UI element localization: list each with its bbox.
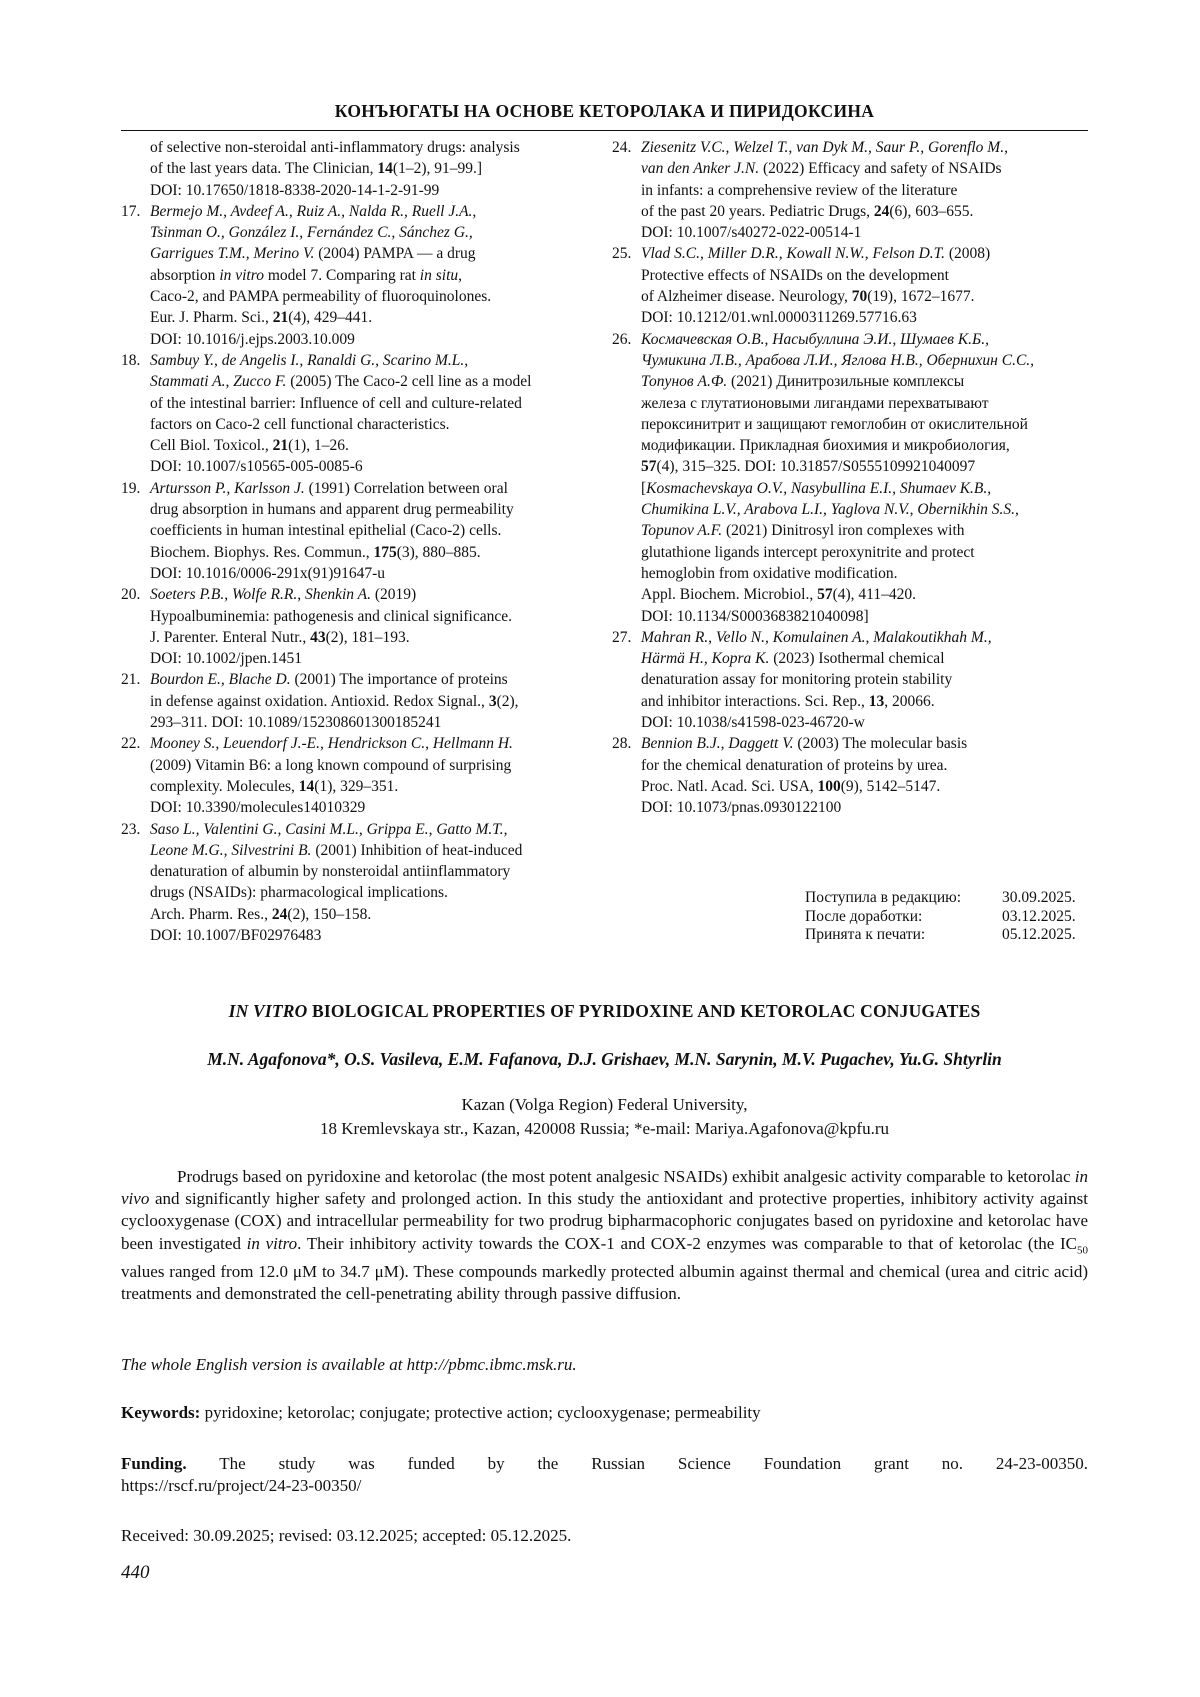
references-left-column [121, 137, 608, 946]
affiliation: Kazan (Volga Region) Federal University, 18 Kremlevskaya str., Kazan, 420008 Russia; *e-mail: Mariya.Agafonova@kpfu.ru [320, 1095, 889, 1138]
funding-link[interactable]: https://rscf.ru/project/24-23-00350/ [121, 1476, 362, 1495]
reference-20: 20. Soeters P.B., Wolfe R.R., Shenkin A. (2019) Hypoalbuminemia: pathogenesis and clinical significance. J. Parenter. Enteral Nutr., 43(2), 181–193. DOI: 10.1002/jpen.1451 [121, 586, 512, 668]
references-right-column [612, 137, 1098, 819]
abstract: Prodrugs based on pyridoxine and ketorolac (the most potent analgesic NSAIDs) exhibit analgesic activity comparable to ketorolac in vivo and significantly higher safety and prolonged action. In this study the antioxidant and protective properties, inhibitory activity against cyclooxygenase (COX) and intracellular permeability for two prodrug bipharmacophoric conjugates based on pyridoxine and ketorolac have been investigated in vitro. Their inhibitory activity towards the COX-1 and COX-2 enzymes was comparable to that of ketorolac (the $IC_{50}$ values ranged from 12.0 μM to 34.7 μM). These compounds markedly protected albumin against thermal and chemical (urea and citric acid) treatments and demonstrated the cell-penetrating ability through passive diffusion. [121, 1167, 1088, 1304]
reference-23: 23. Saso L., Valentini G., Casini M.L., Grippa E., Gatto M.T., Leone M.G., Silvestrini B. (2001) Inhibition of heat-induced denaturation of albumin by nonsteroidal antiinflammatory drugs (NSAIDs): pharmacological implications. Arch. Pharm. Res., 24(2), 150–158. DOI: 10.1007/BF02976483 [121, 820, 523, 944]
reference-16-continuation: of selective non-steroidal anti-inflammatory drugs: analysis of the last years data. The Clinician, 14(1–2), 91–99.] DOI: 10.17650/1818-8338-2020-14-1-2-91-99 [121, 137, 608, 201]
reference-22: 22. Mooney S., Leuendorf J.-E., Hendrickson C., Hellmann H. (2009) Vitamin B6: a long known compound of surprising complexity. Molecules, 14(1), 329–351. DOI: 10.3390/molecules14010329 [121, 735, 513, 817]
header-rule [121, 130, 1088, 131]
reference-28: 28. Bennion B.J., Daggett V. (2003) The molecular basis for the chemical denaturation of proteins by urea. Proc. Natl. Acad. Sci. USA, 100(9), 5142–5147. DOI: 10.1073/pnas.0930122100 [612, 735, 968, 817]
running-header: КОНЪЮГАТЫ НА ОСНОВЕ КЕТОРОЛАКА И ПИРИДОКСИНА [334, 101, 875, 121]
received-dates: Received: 30.09.2025; revised: 03.12.2025; accepted: 05.12.2025. [121, 1526, 572, 1545]
reference-26: 26. Космачевская О.В., Насыбуллина Э.И., Шумаев К.Б., Чумикина Л.В., Арабова Л.И., Яглова Н.В., Обернихин С.С., Топунов А.Ф. (2021) Динитрозильные комплексы железа с глутатионовыми лигандами перехватывают пероксинитрит и защищают гемоглобин от окислительной модификации. Прикладная биохимия и микробиология, 57(4), 315–325. DOI: 10.31857/S0555109921040097 [Kosmachevskaya O.V., Nasybullina E.I., Shumaev K.B., Chumikina L.V., Arabova L.I., Yaglova N.V., Obernikhin S.S., Topunov A.F. (2021) Dinitrosyl iron complexes with glutathione ligands intercept peroxynitrite and protect hemoglobin from oxidative modification. Appl. Biochem. Microbiol., 57(4), 411–420. DOI: 10.1134/S0003683821040098] [612, 330, 1035, 625]
reference-24: 24. Ziesenitz V.C., Welzel T., van Dyk M., Saur P., Gorenflo M., van den Anker J.N. (2022) Efficacy and safety of NSAIDs in infants: a comprehensive review of the literature of the past 20 years. Pediatric Drugs, 24(6), 603–655. DOI: 10.1007/s40272-022-00514-1 [612, 139, 1008, 242]
page-number: 440 [121, 1562, 150, 1583]
reference-21: 21. Bourdon E., Blache D. (2001) The importance of proteins in defense against oxidation. Antioxid. Redox Signal., 3(2), 293–311. DOI: 10.1089/152308601300185241 [121, 671, 519, 732]
english-article-title: IN VITRO BIOLOGICAL PROPERTIES OF PYRIDOXINE AND KETOROLAC CONJUGATES [228, 1001, 981, 1021]
funding: Funding. The study was funded by the Russian Science Foundation grant no. 24-23-00350. https://rscf.ru/project/24-23-00350/ [121, 1454, 1088, 1495]
reference-25: 25. Vlad S.C., Miller D.R., Kowall N.W., Felson D.T. (2008) Protective effects of NSAIDs on the development of Alzheimer disease. Neurology, 70(19), 1672–1677. DOI: 10.1212/01.wnl.0000311269.57716.63 [612, 245, 991, 327]
keywords: Keywords: pyridoxine; ketorolac; conjugate; protective action; cyclooxygenase; permeability [121, 1403, 761, 1422]
reference-18: 18. Sambuy Y., de Angelis I., Ranaldi G., Scarino M.L., Stammati A., Zucco F. (2005) The Caco-2 cell line as a model of the intestinal barrier: Influence of cell and culture-related factors on Caco-2 cell functional characteristics. Cell Biol. Toxicol., 21(1), 1–26. DOI: 10.1007/s10565-005-0085-6 [121, 351, 532, 476]
submission-dates: Поступила в редакцию: 30.09.2025. После доработки: 03.12.2025. Принята к печати: 05.12.2025. [805, 889, 1076, 943]
authors: M.N. Agafonova*, O.S. Vasileva, E.M. Fafanova, D.J. Grishaev, M.N. Sarynin, M.V. Pugachev, Yu.G. Shtyrlin [207, 1049, 1002, 1069]
reference-27: 27. Mahran R., Vello N., Komulainen A., Malakoutikhah M., Härmä H., Kopra K. (2023) Isothermal chemical denaturation assay for monitoring protein stability and inhibitor interactions. Sci. Rep., 13, 20066. DOI: 10.1038/s41598-023-46720-w [612, 628, 992, 732]
english-version-note: The whole English version is available at http://pbmc.ibmc.msk.ru. [121, 1355, 577, 1374]
reference-19: 19. Artursson P., Karlsson J. (1991) Correlation between oral drug absorption in humans and apparent drug permeability coefficients in human intestinal epithelial (Caco-2) cells. Biochem. Biophys. Res. Commun., 175(3), 880–885. DOI: 10.1016/0006-291x(91)91647-u [121, 479, 514, 582]
reference-line: of the last years data. The Clinician, 14(1–2), 91–99.] [150, 160, 483, 178]
reference-17: 17. Bermejo M., Avdeef A., Ruiz A., Nalda R., Ruell J.A., Tsinman O., González I., Fernández C., Sánchez G., Garrigues T.M., Merino V. (2004) PAMPA — a drug absorption in vitro model 7. Comparing rat in situ, Caco-2, and PAMPA permeability of fluoroquinolones. Eur. J. Pharm. Sci., 21(4), 429–441. DOI: 10.1016/j.ejps.2003.10.009 [121, 202, 492, 348]
